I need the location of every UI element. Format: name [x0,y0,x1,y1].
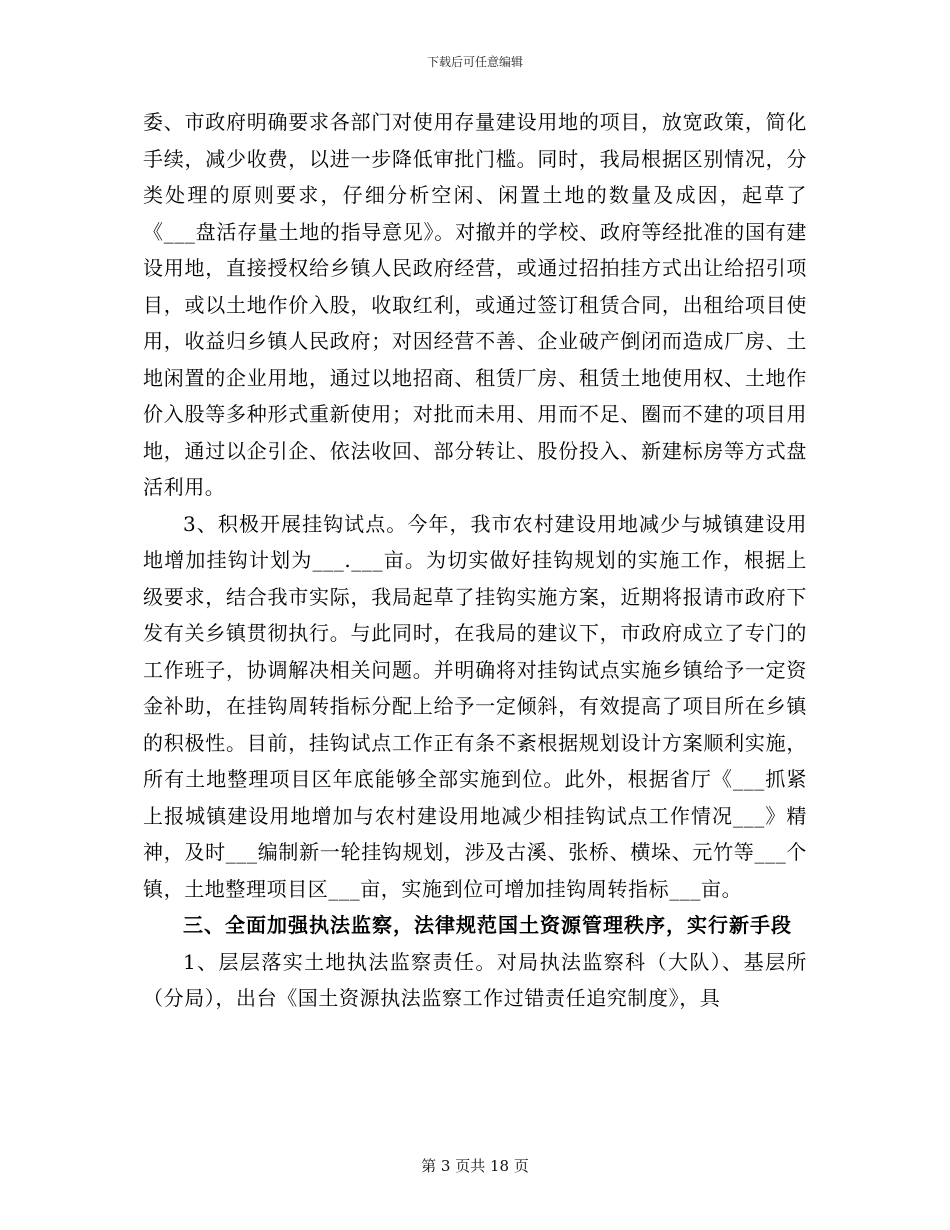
paragraph-enforcement-responsibility: 1、层层落实土地执法监察责任。对局执法监察科（大队）、基层所（分局），出台《国土资源执法监察工作过错责任追究制度》，具 [143,949,807,1010]
paragraph-linkage-pilot: 3、积极开展挂钩试点。今年，我市农村建设用地减少与城镇建设用地增加挂钩计划为___.___亩。为切实做好挂钩规划的实施工作，根据上级要求，结合我市实际，我局起草了挂钩实施方案，近期将报请市政府下发有关乡镇贯彻执行。与此同时，在我局的建议下，市政府成立了专门的工作班子，协调解决相关问题。并明确将对挂钩试点实施乡镇给予一定资金补助，在挂钩周转指标分配上给予一定倾斜，有效提高了项目所在乡镇的积极性。目前，挂钩试点工作正有条不紊根据规划设计方案顺利实施，所有土地整理项目区年底能够全部实施到位。此外，根据省厅《___抓紧上报城镇建设用地增加与农村建设用地减少相挂钩试点工作情况___》精神，及时___编制新一轮挂钩规划，涉及古溪、张桥、横垛、元竹等___个镇，土地整理项目区___亩，实施到位可增加挂钩周转指标___亩。 [143,511,807,901]
paragraph-land-revitalization: 委、市政府明确要求各部门对使用存量建设用地的项目，放宽政策，简化手续，减少收费，以进一步降低审批门槛。同时，我局根据区别情况，分类处理的原则要求，仔细分析空闲、闲置土地的数量及成因，起草了《___盘活存量土地的指导意见》。对撤并的学校、政府等经批准的国有建设用地，直接授权给乡镇人民政府经营，或通过招拍挂方式出让给招引项目，或以土地作价入股，收取红利，或通过签订租赁合同，出租给项目使用，收益归乡镇人民政府；对因经营不善、企业破产倒闭而造成厂房、土地闲置的企业用地，通过以地招商、租赁厂房、租赁土地使用权、土地作价入股等多种形式重新使用；对批而未用、用而不足、圈而不建的项目用地，通过以企引企、依法收回、部分转让、股份投入、新建标房等方式盘活利用。 [143,110,807,499]
page-header: 下载后可任意编辑 [426,55,523,69]
section-heading-enforcement: 三、全面加强执法监察，法律规范国土资源管理秩序，实行新手段 [183,913,792,937]
document-body [143,104,807,1017]
page-number: 第 3 页共 18 页 [421,1157,529,1175]
